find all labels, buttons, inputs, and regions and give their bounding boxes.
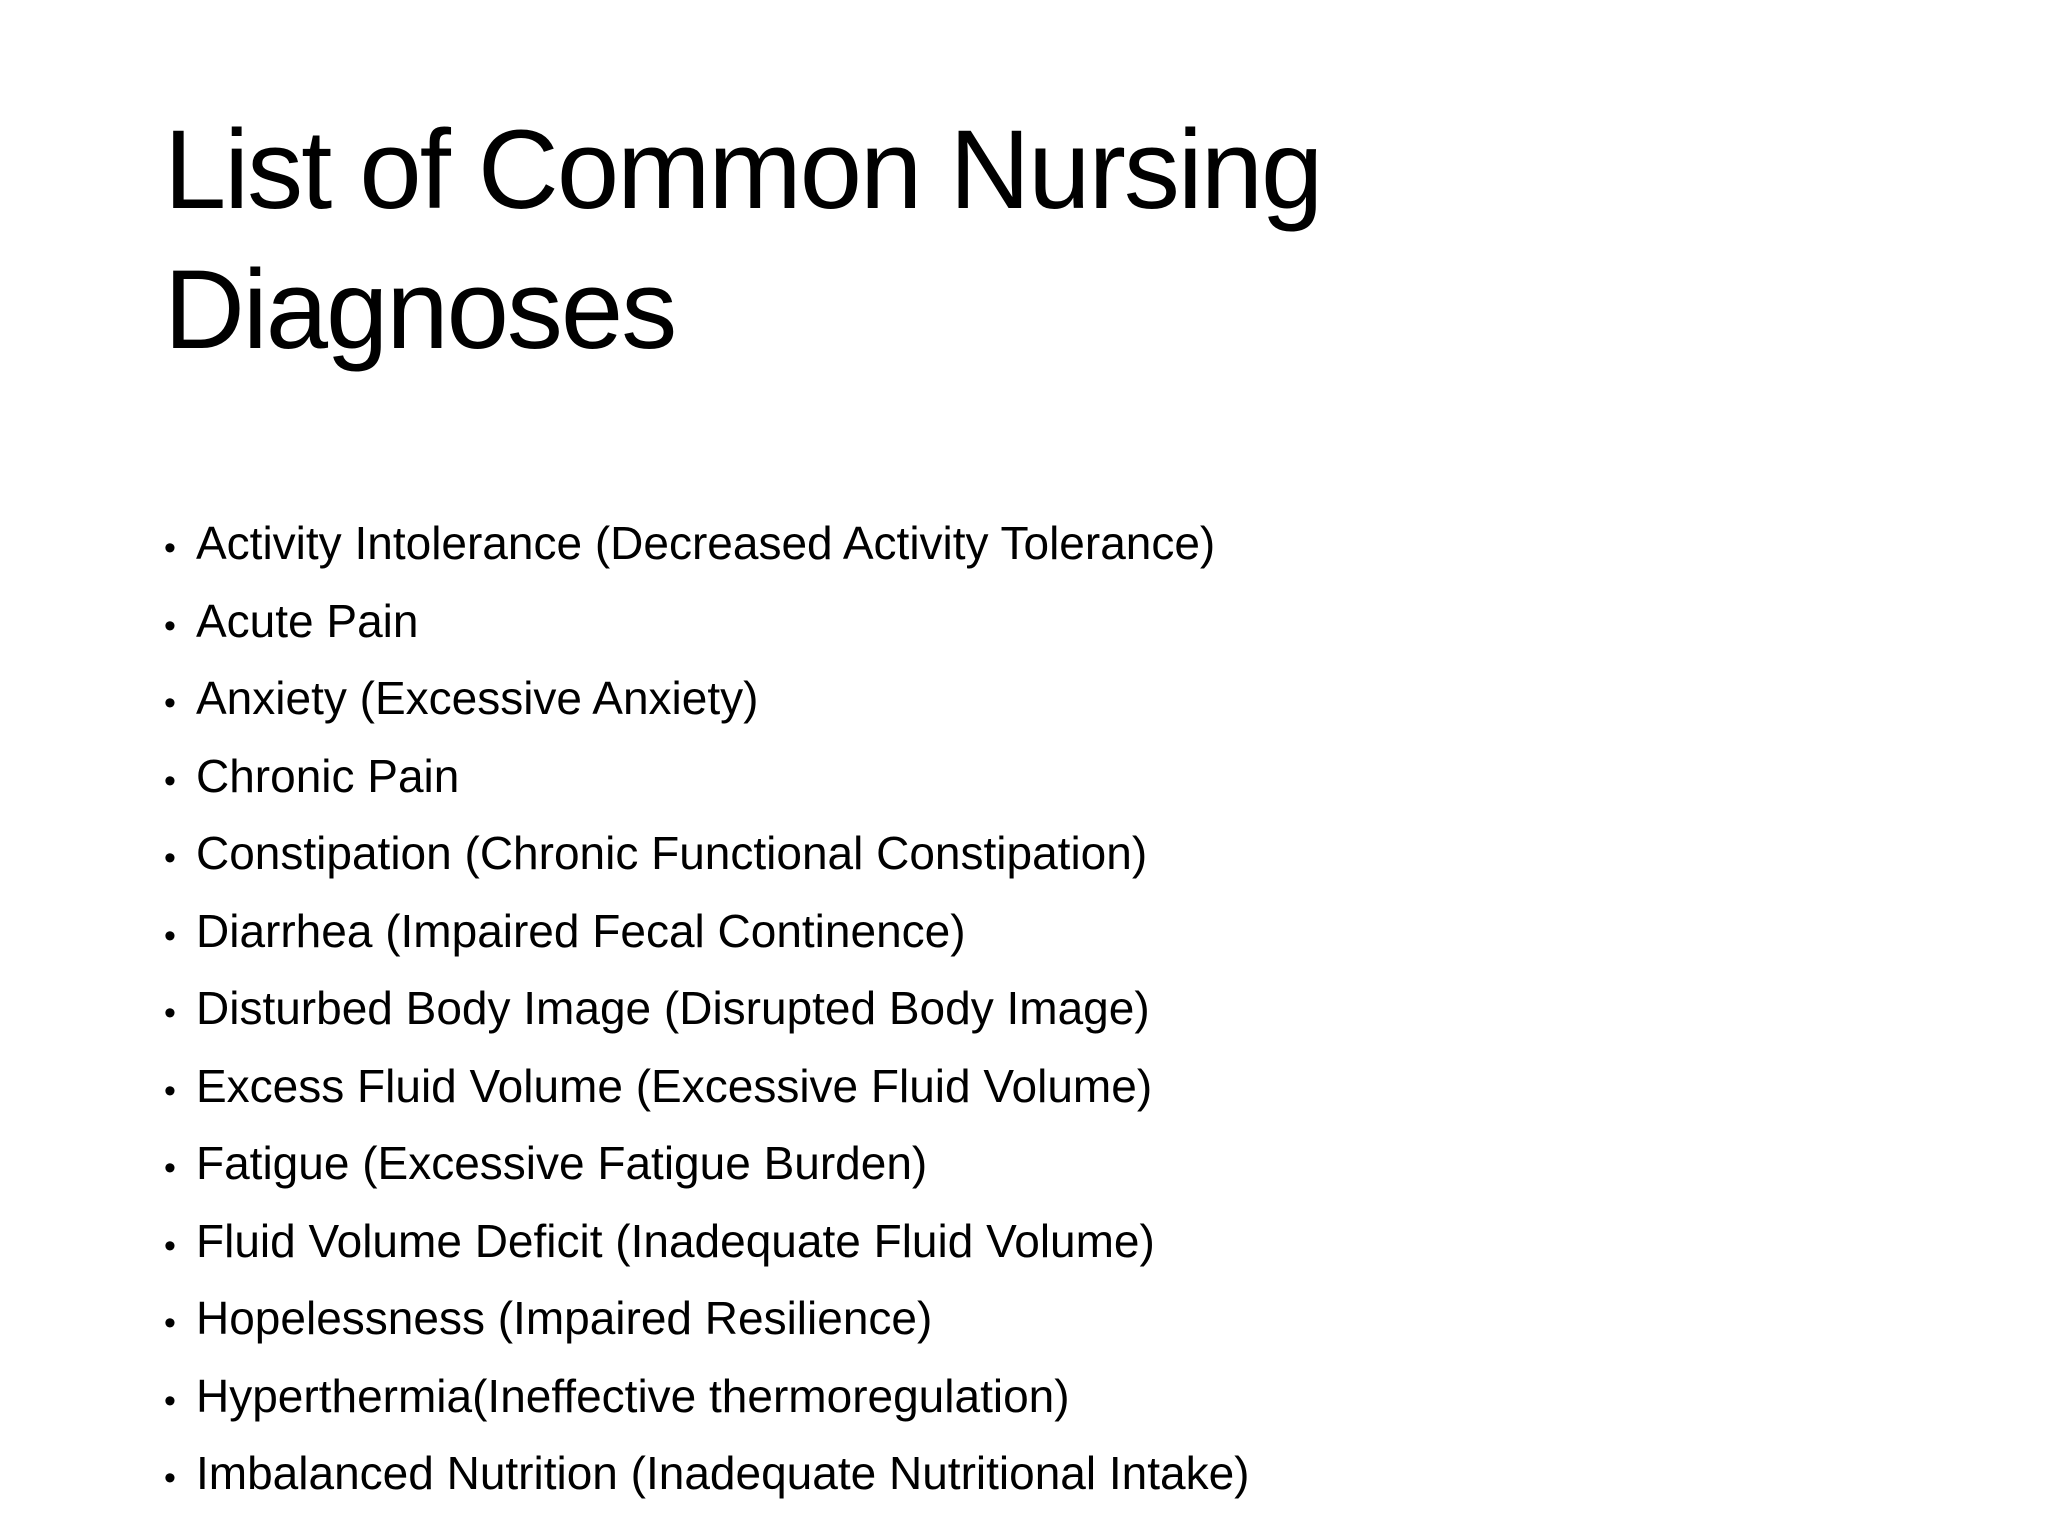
list-item-text: Excess Fluid Volume (Excessive Fluid Volume) [196,1059,1153,1112]
list-item [164,505,1864,583]
list-item-text: Constipation (Chronic Functional Constipation) [196,827,1148,879]
list-item-text: Activity Intolerance (Decreased Activity Tolerance) [196,517,1216,569]
bullet-icon: • [164,1381,176,1420]
list-item-text: Diarrhea (Impaired Fecal Continence) [196,904,966,957]
list-item-text: Fluid Volume Deficit (Inadequate Fluid Volume) [196,1214,1155,1267]
list-item-text: Anxiety (Excessive Anxiety) [196,672,759,724]
list-item [164,1358,1864,1436]
list-item [164,1203,1864,1281]
list-item [164,970,1864,1048]
list-item-text: Imbalanced Nutrition (Inadequate Nutritional Intake) [196,1447,1250,1499]
bullet-icon: • [164,916,176,955]
list-item [164,893,1864,971]
bullet-icon: • [164,529,176,567]
list-item [164,738,1864,816]
list-item-text: Fatigue (Excessive Fatigue Burden) [196,1137,928,1189]
bullet-icon: • [164,1071,176,1110]
slide-title: List of Common Nursing Diagnoses [164,107,1322,372]
bullet-icon: • [164,1226,176,1265]
bullet-icon: • [164,994,176,1032]
bullet-icon: • [164,1304,176,1342]
list-item-text: Hyperthermia(Ineffective thermoregulation) [196,1369,1070,1422]
list-item [164,1048,1864,1126]
list-item [164,815,1864,893]
bullet-icon: • [164,684,176,722]
bullet-icon: • [164,1149,176,1187]
list-item [164,660,1864,738]
list-item [164,1280,1864,1358]
list-item [164,1125,1864,1203]
list-item-text: Chronic Pain [196,749,460,802]
list-item [164,583,1864,661]
bullet-icon: • [164,1459,176,1497]
bullet-list [164,505,1864,1513]
bullet-icon: • [164,839,176,877]
bullet-icon: • [164,761,176,800]
list-item-text: Acute Pain [196,594,419,647]
list-item [164,1435,1864,1513]
list-item-text: Disturbed Body Image (Disrupted Body Image) [196,982,1150,1034]
bullet-icon: • [164,606,176,645]
list-item-text: Hopelessness (Impaired Resilience) [196,1292,933,1344]
